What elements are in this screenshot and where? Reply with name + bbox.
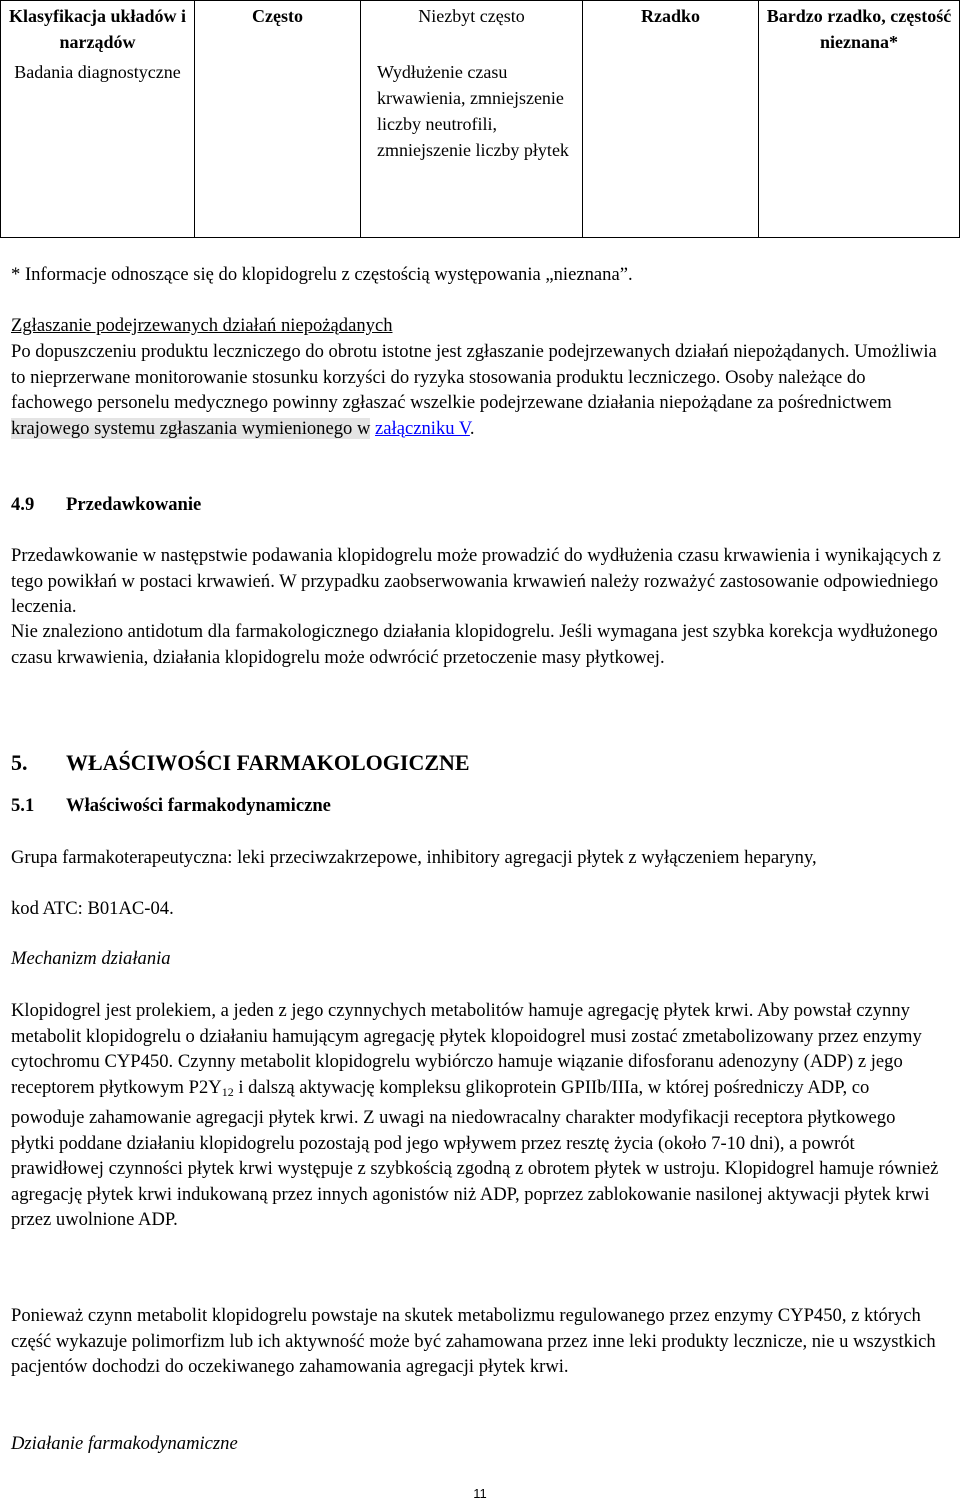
section-number: 5. — [11, 750, 28, 775]
table-cell-organ: Badania diagnostyczne — [1, 57, 195, 237]
section-4-9-heading — [11, 492, 941, 518]
section-title: Właściwości farmakodynamiczne — [66, 795, 331, 816]
annex-v-link[interactable]: załączniku V — [375, 417, 470, 439]
section-number: 4.9 — [11, 494, 35, 515]
table-row — [1, 57, 960, 237]
table-header-cell: Klasyfikacja układów i narządów — [1, 1, 195, 58]
mechanism-heading: Mechanizm działania — [11, 948, 171, 969]
section-5-heading — [11, 750, 941, 776]
table-header-cell: Niezbyt często — [361, 1, 583, 58]
section-title: Przedawkowanie — [66, 494, 202, 515]
table-footnote: * Informacje odnoszące się do klopidogrelu z częstością występowania „nieznana”. — [11, 264, 633, 285]
overdose-paragraph-1: Przedawkowanie w następstwie podawania klopidogrelu może prowadzić do wydłużenia czasu krwawienia i wynikających z tego powikłań w postaci krwawień. W przypadku zaobserwowania krwawień należy rozważyć zastosowanie odpowiedniego leczenia. — [11, 545, 941, 617]
table-header-cell: Bardzo rzadko, częstość nieznana* — [759, 1, 960, 58]
period: . — [469, 417, 475, 439]
table-cell — [195, 57, 361, 237]
section-5-1-heading — [11, 793, 941, 819]
atc-code: kod ATC: B01AC-04. — [11, 898, 174, 919]
table-cell — [759, 57, 960, 237]
table-cell — [583, 57, 759, 237]
mechanism-paragraph-1 — [11, 998, 941, 1233]
section-number: 5.1 — [11, 795, 35, 816]
reporting-title: Zgłaszanie podejrzewanych działań niepożądanych — [11, 315, 393, 336]
pharmacotherapeutic-group: Grupa farmakoterapeutyczna: leki przeciwzakrzepowe, inhibitory agregacji płytek z wyłączeniem heparyny, — [11, 847, 817, 868]
subscript: 12 — [221, 1084, 234, 1099]
reporting-text: Po dopuszczeniu produktu leczniczego do obrotu istotne jest zgłaszanie podejrzewanych działań niepożądanych. Umożliwia to nieprzerwane monitorowanie stosunku korzyści do ryzyka stosowania produktu leczniczego. Osoby należące do fachowego personelu medycznego powinny zgłaszać wszelkie podejrzewane działania niepożądane za pośrednictwem — [11, 341, 937, 413]
section-title: WŁAŚCIWOŚCI FARMAKOLOGICZNE — [66, 750, 470, 775]
pharmacodynamic-heading: Działanie farmakodynamiczne — [11, 1433, 238, 1454]
reporting-highlight: krajowego systemu zgłaszania wymienionego w — [11, 417, 371, 439]
table-header-cell: Często — [195, 1, 361, 58]
mechanism-text: i dalszą aktywację kompleksu glikoprotein GPIIb/IIIa, w której pośredniczy ADP, co powoduje zahamowanie agregacji płytek krwi. Z uwagi na niedowracalny charakter modyfikacji receptora płytkowego płytki poddane działaniu klopidogrelu pozostają pod jego wpływem przez resztę życia (około 7-10 dni), a powrót prawidłowej czynności płytek krwi występuje z szybkością zgodną z obrotem płytek w ustroju. Klopidogrel hamuje również agregację płytek krwi indukowaną przez innych agonistów niż ADP, poprzez zablokowanie nasilonej aktywacji płytek krwi przez uwolnione ADP. — [11, 1076, 939, 1230]
page-number: 11 — [473, 1486, 487, 1501]
table-header-cell: Rzadko — [583, 1, 759, 58]
mechanism-paragraph-2: Ponieważ czynn metabolit klopidogrelu powstaje na skutek metabolizmu regulowanego przez enzymy CYP450, z których część wykazuje polimorfizm lub ich aktywność może być zahamowana przez inne leki produkty lecznicze, nie u wszystkich pacjentów dochodzi do oczekiwanego zahamowania agregacji płytek krwi. — [11, 1305, 936, 1377]
adverse-reactions-table — [0, 0, 960, 238]
overdose-paragraph-2: Nie znaleziono antidotum dla farmakologicznego działania klopidogrelu. Jeśli wymagana jest szybka korekcja wydłużonego czasu krwawienia, działania klopidogrelu może odwrócić przetoczenie masy płytkowej. — [11, 621, 938, 668]
reporting-paragraph — [11, 339, 941, 441]
mechanism-text: Klopidogrel jest prolekiem, a jeden z jego czynnychych metabolitów hamuje agregację płytek krwi. Aby powstał czynny metabolit klopidogrelu o działaniu hamującym agregację płytek klopoidogrel musi zostać zmetabolizowany przez enzymy cytochromu CYP450. Czynny metabolit klopidogrelu wybiórczo hamuje wiązanie difosforanu adenozyny (ADP) z jego receptorem płytkowym P2Y — [11, 1000, 922, 1098]
table-cell: Wydłużenie czasu krwawienia, zmniejszenie liczby neutrofili, zmniejszenie liczby płytek — [361, 57, 583, 237]
table-header-row — [1, 1, 960, 58]
